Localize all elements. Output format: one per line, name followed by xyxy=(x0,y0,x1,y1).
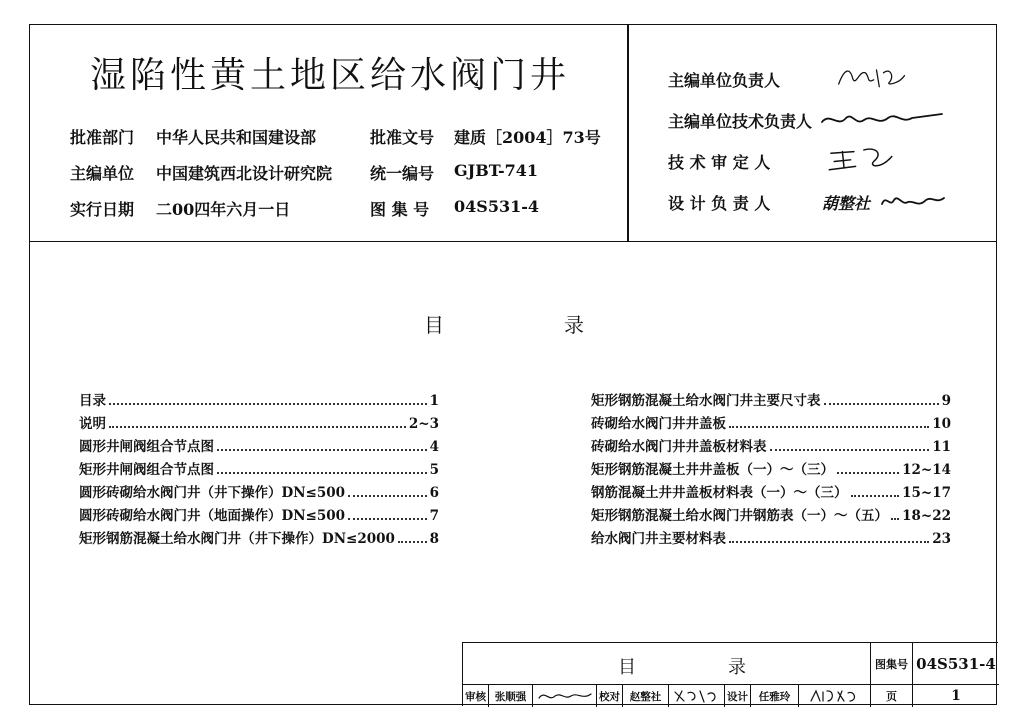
info-label: 实行日期 xyxy=(70,200,135,219)
dot-leader xyxy=(398,541,427,543)
signature-role: 设计 xyxy=(725,685,751,707)
toc-entry-label: 圆形砖砌给水阀门井（地面操作）DN≤500 xyxy=(79,508,346,524)
responsibility-row xyxy=(668,188,998,214)
signature-role: 审核 xyxy=(463,685,489,707)
toc-entry-page: 10 xyxy=(932,416,951,432)
title-block-title-char: 目 xyxy=(618,657,636,678)
dot-leader xyxy=(348,518,427,520)
toc-entry-label: 矩形钢筋混凝土给水阀门井钢筋表（一）～（五） xyxy=(591,508,888,524)
toc-entry-label: 矩形钢筋混凝土给水阀门井（井下操作）DN≤2000 xyxy=(79,531,395,547)
title-block xyxy=(462,642,998,706)
info-value: GJBT-741 xyxy=(454,161,539,180)
responsibility-label: 主编单位技术负责人 xyxy=(668,112,813,131)
signature-name: 张顺强 xyxy=(489,685,533,707)
toc-entry[interactable] xyxy=(591,527,951,546)
info-value: 建质［2004］73号 xyxy=(454,128,601,147)
signature-mark xyxy=(533,685,597,707)
toc-entry[interactable] xyxy=(591,435,951,454)
atlas-code-label: 图集号 xyxy=(871,643,913,685)
drawing-frame xyxy=(29,24,997,705)
signature-name: 赵整社 xyxy=(623,685,669,707)
header-divider xyxy=(627,25,629,241)
toc-entry-page: 15~17 xyxy=(902,485,951,501)
toc-entry-page: 12~14 xyxy=(902,462,951,478)
atlas-code: 04S531-4 xyxy=(913,643,999,685)
toc-entry-page: 8 xyxy=(429,531,439,547)
toc-heading-char: 目 xyxy=(424,313,444,337)
signature-icon xyxy=(818,63,928,91)
toc-entry-page: 1 xyxy=(429,393,439,409)
toc-right-column xyxy=(591,389,951,546)
toc-entry-label: 矩形井闸阀组合节点图 xyxy=(79,462,214,478)
toc-left-column xyxy=(79,389,439,546)
signature-role: 校对 xyxy=(597,685,623,707)
dot-leader xyxy=(729,541,929,543)
toc-entry-label: 砖砌给水阀门井井盖板材料表 xyxy=(591,439,767,455)
info-label: 批准文号 xyxy=(370,128,435,147)
responsibility-list xyxy=(668,65,998,214)
signature-row xyxy=(463,685,871,707)
toc-entry[interactable] xyxy=(79,481,439,500)
title-block-title-char: 录 xyxy=(728,657,746,678)
toc-entry[interactable] xyxy=(79,458,439,477)
info-label: 统一编号 xyxy=(370,164,435,183)
info-value: 中华人民共和国建设部 xyxy=(156,128,317,147)
responsibility-label: 主编单位负责人 xyxy=(668,71,781,90)
signature-name: 任雅玲 xyxy=(751,685,799,707)
signature-icon xyxy=(818,104,948,132)
toc-entry-page: 9 xyxy=(941,393,951,409)
toc-entry-label: 钢筋混凝土井井盖板材料表（一）～（三） xyxy=(591,485,848,501)
info-value: 04S531-4 xyxy=(454,197,539,216)
toc-entry-page: 7 xyxy=(429,508,439,524)
toc-heading-char: 录 xyxy=(564,313,584,337)
toc-entry-label: 圆形砖砌给水阀门井（井下操作）DN≤500 xyxy=(79,485,346,501)
toc-heading xyxy=(424,309,584,338)
toc-entry[interactable] xyxy=(591,389,951,408)
toc-entry-label: 矩形钢筋混凝土井井盖板（一）～（三） xyxy=(591,462,834,478)
info-value: 中国建筑西北设计研究院 xyxy=(156,164,333,183)
toc-entry[interactable] xyxy=(591,481,951,500)
dot-leader xyxy=(109,403,427,405)
signature-icon xyxy=(808,688,860,704)
signature-icon xyxy=(672,688,722,704)
toc-entry-page: 18~22 xyxy=(902,508,951,524)
responsibility-label: 设 计 负 责 人 xyxy=(668,194,771,213)
page-number: 1 xyxy=(951,688,961,704)
dot-leader xyxy=(891,518,899,520)
toc-entry-label: 砖砌给水阀门井井盖板 xyxy=(591,416,726,432)
signature-icon xyxy=(878,186,948,214)
responsibility-row xyxy=(668,106,998,132)
responsibility-name: 葫整社 xyxy=(822,194,871,213)
dot-leader xyxy=(217,472,427,474)
toc-entry[interactable] xyxy=(79,527,439,546)
dot-leader xyxy=(837,472,899,474)
toc-entry[interactable] xyxy=(591,504,951,523)
responsibility-label: 技 术 审 定 人 xyxy=(668,153,771,172)
dot-leader xyxy=(770,449,930,451)
toc-entry-page: 6 xyxy=(429,485,439,501)
info-value: 二00四年六月一日 xyxy=(156,200,291,219)
info-label: 主编单位 xyxy=(70,164,135,183)
toc-entry[interactable] xyxy=(79,412,439,431)
approval-info xyxy=(70,125,630,220)
dot-leader xyxy=(109,426,406,428)
title-block-title xyxy=(463,643,871,685)
page-label: 页 xyxy=(871,685,913,707)
signature-mark xyxy=(799,685,869,707)
signature-icon xyxy=(537,688,593,704)
toc-entry-page: 23 xyxy=(932,531,951,547)
info-label: 图 集 号 xyxy=(370,200,430,219)
info-label: 批准部门 xyxy=(70,128,135,147)
dot-leader xyxy=(217,449,427,451)
toc-entry[interactable] xyxy=(591,458,951,477)
dot-leader xyxy=(824,403,939,405)
dot-leader xyxy=(348,495,427,497)
header-block xyxy=(30,25,996,242)
toc-entry[interactable] xyxy=(79,435,439,454)
toc-entry-page: 11 xyxy=(932,439,951,455)
toc-entry-label: 圆形井闸阀组合节点图 xyxy=(79,439,214,455)
toc-entry-page: 5 xyxy=(429,462,439,478)
toc-entry-label: 说明 xyxy=(79,416,106,432)
signature-mark xyxy=(669,685,725,707)
toc-entry[interactable] xyxy=(591,412,951,431)
dot-leader xyxy=(729,426,929,428)
responsibility-row xyxy=(668,147,998,173)
toc-entry-label: 矩形钢筋混凝土给水阀门井主要尺寸表 xyxy=(591,393,821,409)
signature-icon xyxy=(818,145,908,173)
toc-entry-page: 2~3 xyxy=(408,416,439,432)
atlas-title: 湿陷性黄土地区给水阀门井 xyxy=(89,55,570,96)
toc-entry[interactable] xyxy=(79,389,439,408)
responsibility-row xyxy=(668,65,998,91)
toc-entry-label: 目录 xyxy=(79,393,106,409)
dot-leader xyxy=(851,495,900,497)
toc-entry-page: 4 xyxy=(429,439,439,455)
toc-entry-label: 给水阀门井主要材料表 xyxy=(591,531,726,547)
toc-entry[interactable] xyxy=(79,504,439,523)
